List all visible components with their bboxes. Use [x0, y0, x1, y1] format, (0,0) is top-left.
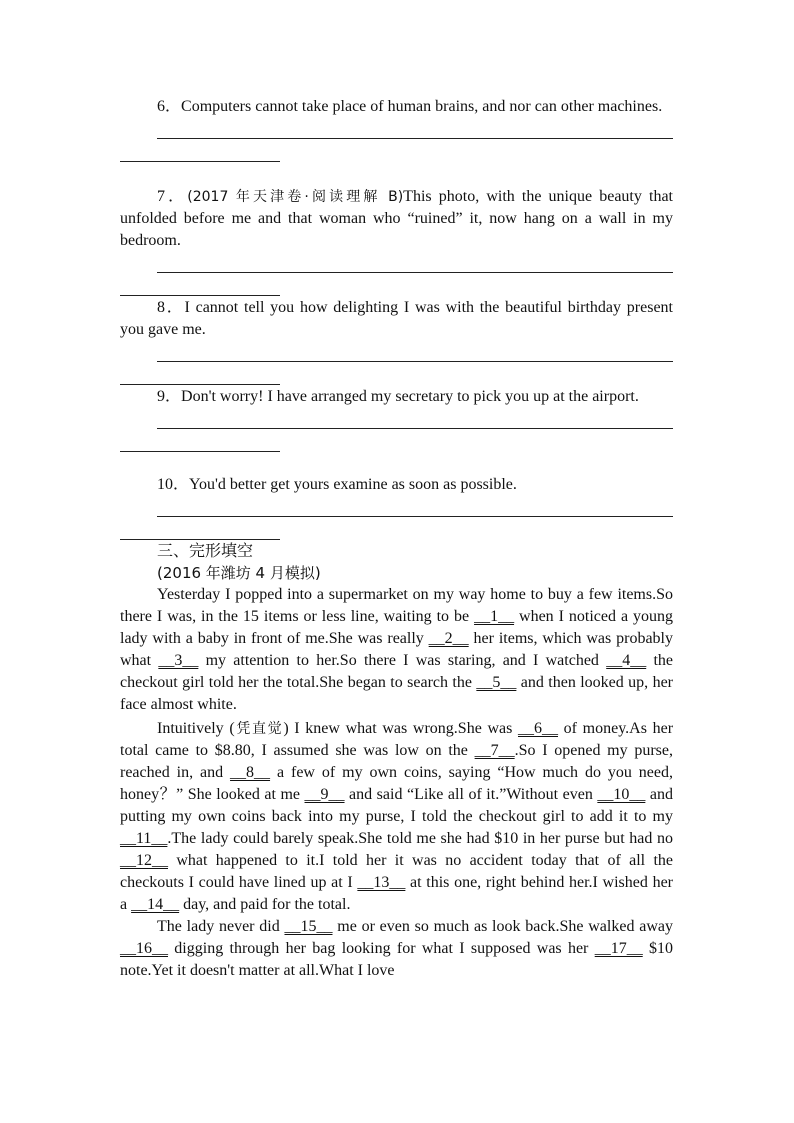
cloze-blank[interactable]: __3__ [158, 652, 199, 669]
cloze-blank[interactable]: __10__ [597, 786, 646, 803]
cloze-text: what happened to it.I told her it was no accident today that of all the checkouts I could have lined up at I [120, 852, 673, 891]
item-10-text [120, 474, 673, 496]
cloze-text: and said “Like all of it.”Without even [344, 786, 598, 803]
cloze-text: and then looked up, her face almost white. [120, 674, 674, 713]
cloze-blank[interactable]: __9__ [304, 786, 345, 803]
cloze-blank[interactable]: __16__ [120, 940, 168, 957]
item-7-text [120, 186, 673, 252]
answer-line[interactable] [157, 272, 673, 273]
cloze-blank[interactable]: __14__ [131, 896, 180, 913]
cloze-blank[interactable]: __1__ [474, 608, 515, 625]
p2-prefix: Intuitively ( [157, 720, 235, 737]
item-8-sentence: I cannot tell you how delighting I was with the beautiful birthday present you gave me. [120, 299, 673, 338]
cloze-text: of money.As her total came to $8.80, I assumed she was low on the [120, 720, 674, 759]
cloze-text: my attention to her.So there I was staring, and I watched [198, 652, 607, 669]
answer-line[interactable] [157, 138, 673, 139]
item-6-text [120, 96, 673, 118]
item-9-number: 9． [157, 388, 182, 405]
cloze-text: digging through her bag looking for what I supposed was her [168, 940, 595, 957]
answer-line-end [120, 384, 280, 385]
item-8-text [120, 297, 673, 341]
section-title: 三、完形填空 [157, 541, 254, 560]
answer-line-end [120, 451, 280, 452]
answer-line-end [120, 161, 280, 162]
cloze-text: me or even so much as look back.She walked away [332, 918, 673, 935]
section-source: (2016 年潍坊 4 月模拟) [157, 564, 321, 582]
item-6-sentence: Computers cannot take place of human brains, and nor can other machines. [181, 98, 663, 115]
cloze-text: a few of my own coins, saying “How much do you need, honey？” She looked at me [120, 764, 674, 803]
cloze-paragraph-1 [120, 584, 673, 716]
answer-line[interactable] [157, 428, 673, 429]
cloze-section [120, 540, 673, 982]
cloze-blank[interactable]: __7__ [474, 742, 515, 759]
cloze-paragraph-3 [120, 916, 673, 982]
item-10-number: 10． [157, 476, 190, 493]
cloze-text: ) I knew what was wrong.She was [283, 720, 518, 737]
cloze-blank[interactable]: __15__ [284, 918, 333, 935]
grammar-item-7 [120, 186, 673, 296]
cloze-text: and putting my own coins back into my purse, I told the checkout girl to add it to my [120, 786, 673, 825]
cloze-text: .So I opened my purse, reached in, and [120, 742, 673, 781]
cloze-text: the checkout girl told her the total.She began to search the [120, 652, 674, 691]
item-7-sentence: This photo, with the unique beauty that unfolded before me and that woman who “ruined” it, now hang on a wall in my bedroom. [120, 188, 673, 249]
cloze-blank[interactable]: __12__ [120, 852, 168, 869]
answer-line[interactable] [157, 361, 673, 362]
grammar-item-10 [120, 474, 673, 540]
item-6-number: 6． [157, 98, 182, 115]
cloze-text: at this one, right behind her.I wished her a [120, 874, 673, 913]
item-8-number: 8． [157, 299, 185, 316]
cloze-blank[interactable]: __17__ [594, 940, 643, 957]
cloze-blank[interactable]: __13__ [357, 874, 406, 891]
answer-line-end [120, 295, 280, 296]
cloze-blank[interactable]: __6__ [518, 720, 558, 737]
grammar-item-9 [120, 386, 673, 452]
cloze-blank[interactable]: __11__ [120, 830, 168, 847]
cloze-text: .The lady could barely speak.She told me she had $10 in her purse but had no [167, 830, 673, 847]
item-10-sentence: You'd better get yours examine as soon as possible. [189, 476, 517, 493]
p2-body [120, 720, 673, 913]
cloze-text: The lady never did [157, 918, 285, 935]
cloze-text: $10 note.Yet it doesn't matter at all.What I love [120, 940, 674, 979]
cloze-blank[interactable]: __4__ [606, 652, 647, 669]
cloze-blank[interactable]: __2__ [428, 630, 469, 647]
cloze-text: her items, which was probably what [120, 630, 673, 669]
cloze-blank[interactable]: __5__ [476, 674, 517, 691]
item-7-source: (2017 年天津卷·阅读理解 B) [187, 189, 404, 205]
grammar-item-6 [120, 96, 673, 162]
cloze-paragraph-2 [120, 718, 673, 916]
cloze-text: when I noticed a young lady with a baby in front of me.She was really [120, 608, 673, 647]
cloze-text: day, and paid for the total. [179, 896, 351, 913]
item-9-text [120, 386, 673, 408]
item-7-number: 7． [157, 188, 188, 205]
grammar-item-8 [120, 297, 673, 385]
item-9-sentence: Don't worry! I have arranged my secretary to pick you up at the airport. [181, 388, 639, 405]
cloze-blank[interactable]: __8__ [230, 764, 271, 781]
cloze-text: Yesterday I popped into a supermarket on my way home to buy a few items.So there I was, in the 15 items or less line, waiting to be [120, 586, 673, 625]
answer-line[interactable] [157, 516, 673, 517]
p2-gloss: 凭直觉 [234, 721, 284, 737]
